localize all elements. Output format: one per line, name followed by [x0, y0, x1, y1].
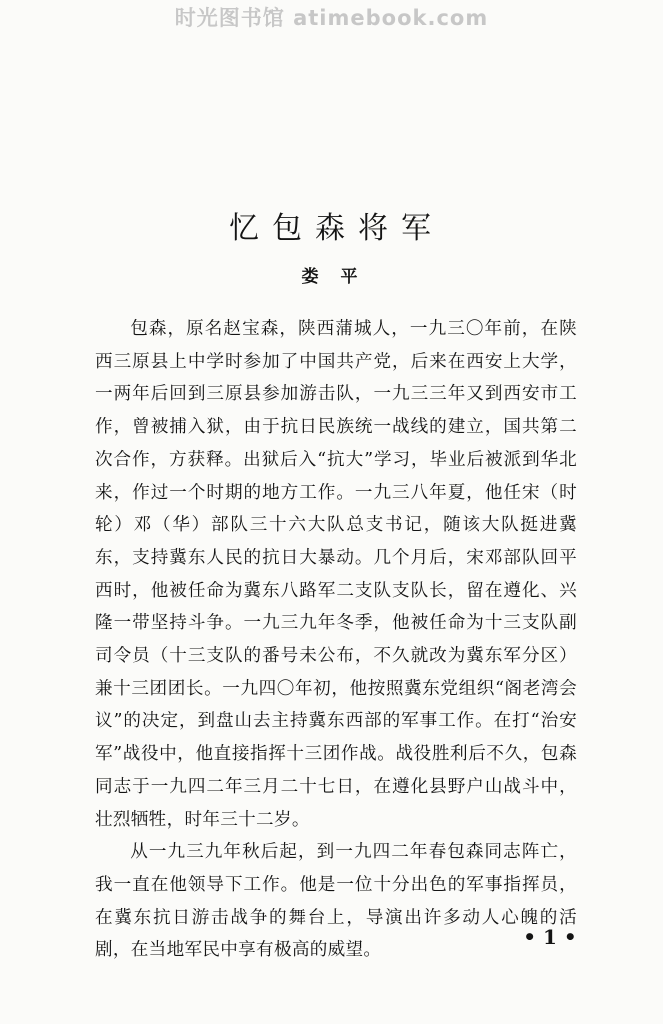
watermark-text: 时光图书馆 atimebook.com	[174, 6, 489, 30]
paragraph-1: 包森，原名赵宝森，陕西蒲城人，一九三〇年前，在陕西三原县上中学时参加了中国共产党，后来在西安上大学，一两年后回到三原县参加游击队，一九三三年又到西安市工作，曾被捕入狱，由于抗日民族统一战线的建立，国共第二次合作，方获释。出狱后入“抗大”学习，毕业后被派到华北来，作过一个时期的地方工作。一九三八年夏，他任宋（时轮）邓（华）部队三十六大队总支书记，随该大队挺进冀东，支持冀东人民的抗日大暴动。几个月后，宋邓部队回平西时，他被任命为冀东八路军二支队支队长，留在遵化、兴隆一带坚持斗争。一九三九年冬季，他被任命为十三支队副司令员（十三支队的番号未公布，不久就改为冀东军分区）兼十三团团长。一九四〇年初，他按照冀东党组织“阁老湾会议”的决定，到盘山去主持冀东西部的军事工作。在打“治安军”战役中，他直接指挥十三团作战。战役胜利后不久，包森同志于一九四二年三月二十七日，在遵化县野户山战斗中，壮烈牺牲，时年三十二岁。	[95, 319, 577, 830]
author-name: 娄平	[301, 267, 380, 287]
page-number: • 1 •	[523, 925, 577, 949]
article-title: 忆包森将军	[229, 211, 444, 246]
article-body	[95, 313, 577, 967]
paragraph-2: 从一九三九年秋后起，到一九四二年春包森同志阵亡，我一直在他领导下工作。他是一位十分出色的军事指挥员，在冀东抗日游击战争的舞台上，导演出许多动人心魄的活剧，在当地军民中享有极高的威望。	[95, 842, 577, 961]
